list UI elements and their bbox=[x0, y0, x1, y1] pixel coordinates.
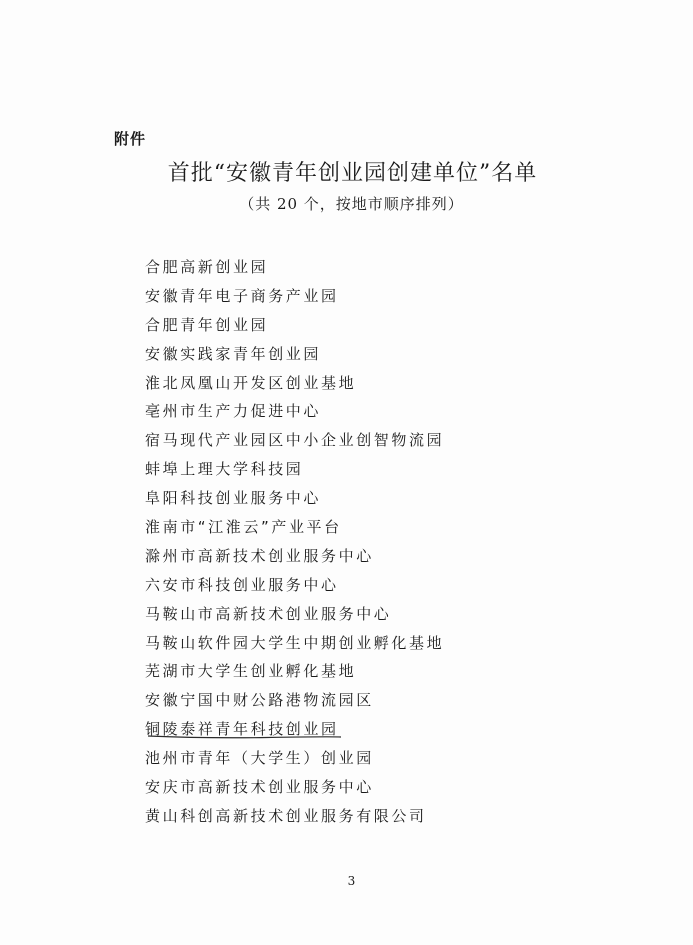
document-subtitle: （共 20 个，按地市顺序排列） bbox=[239, 195, 464, 213]
list-item: 池州市青年（大学生）创业园 bbox=[145, 749, 374, 768]
list-item: 安徽宁国中财公路港物流园区 bbox=[145, 691, 374, 710]
list-item: 蚌埠上理大学科技园 bbox=[145, 460, 304, 479]
attachment-label: 附件 bbox=[114, 130, 147, 148]
list-item: 阜阳科技创业服务中心 bbox=[145, 489, 322, 508]
list-item: 淮北凤凰山开发区创业基地 bbox=[145, 373, 357, 392]
list-item: 淮南市“江淮云”产业平台 bbox=[145, 518, 342, 537]
list-item: 马鞍山市高新技术创业服务中心 bbox=[145, 604, 392, 623]
list-item: 亳州市生产力促进中心 bbox=[145, 402, 322, 421]
list-item: 合肥青年创业园 bbox=[145, 315, 269, 334]
list-item: 芜湖市大学生创业孵化基地 bbox=[145, 662, 357, 681]
handwritten-underline bbox=[147, 734, 342, 740]
page-number: 3 bbox=[347, 874, 356, 888]
list-item: 安徽青年电子商务产业园 bbox=[145, 286, 339, 305]
document-title: 首批“安徽青年创业园创建单位”名单 bbox=[167, 161, 538, 186]
unit-list bbox=[145, 253, 444, 831]
list-item: 马鞍山软件园大学生中期创业孵化基地 bbox=[145, 633, 445, 652]
list-item: 铜陵泰祥青年科技创业园 bbox=[145, 720, 339, 739]
list-item: 安徽实践家青年创业园 bbox=[145, 344, 322, 363]
list-item: 六安市科技创业服务中心 bbox=[145, 575, 339, 594]
list-item: 宿马现代产业园区中小企业创智物流园 bbox=[145, 431, 445, 450]
list-item: 滁州市高新技术创业服务中心 bbox=[145, 546, 374, 565]
list-item: 黄山科创高新技术创业服务有限公司 bbox=[145, 806, 427, 825]
list-item: 合肥高新创业园 bbox=[145, 258, 269, 276]
list-item: 安庆市高新技术创业服务中心 bbox=[145, 778, 374, 797]
